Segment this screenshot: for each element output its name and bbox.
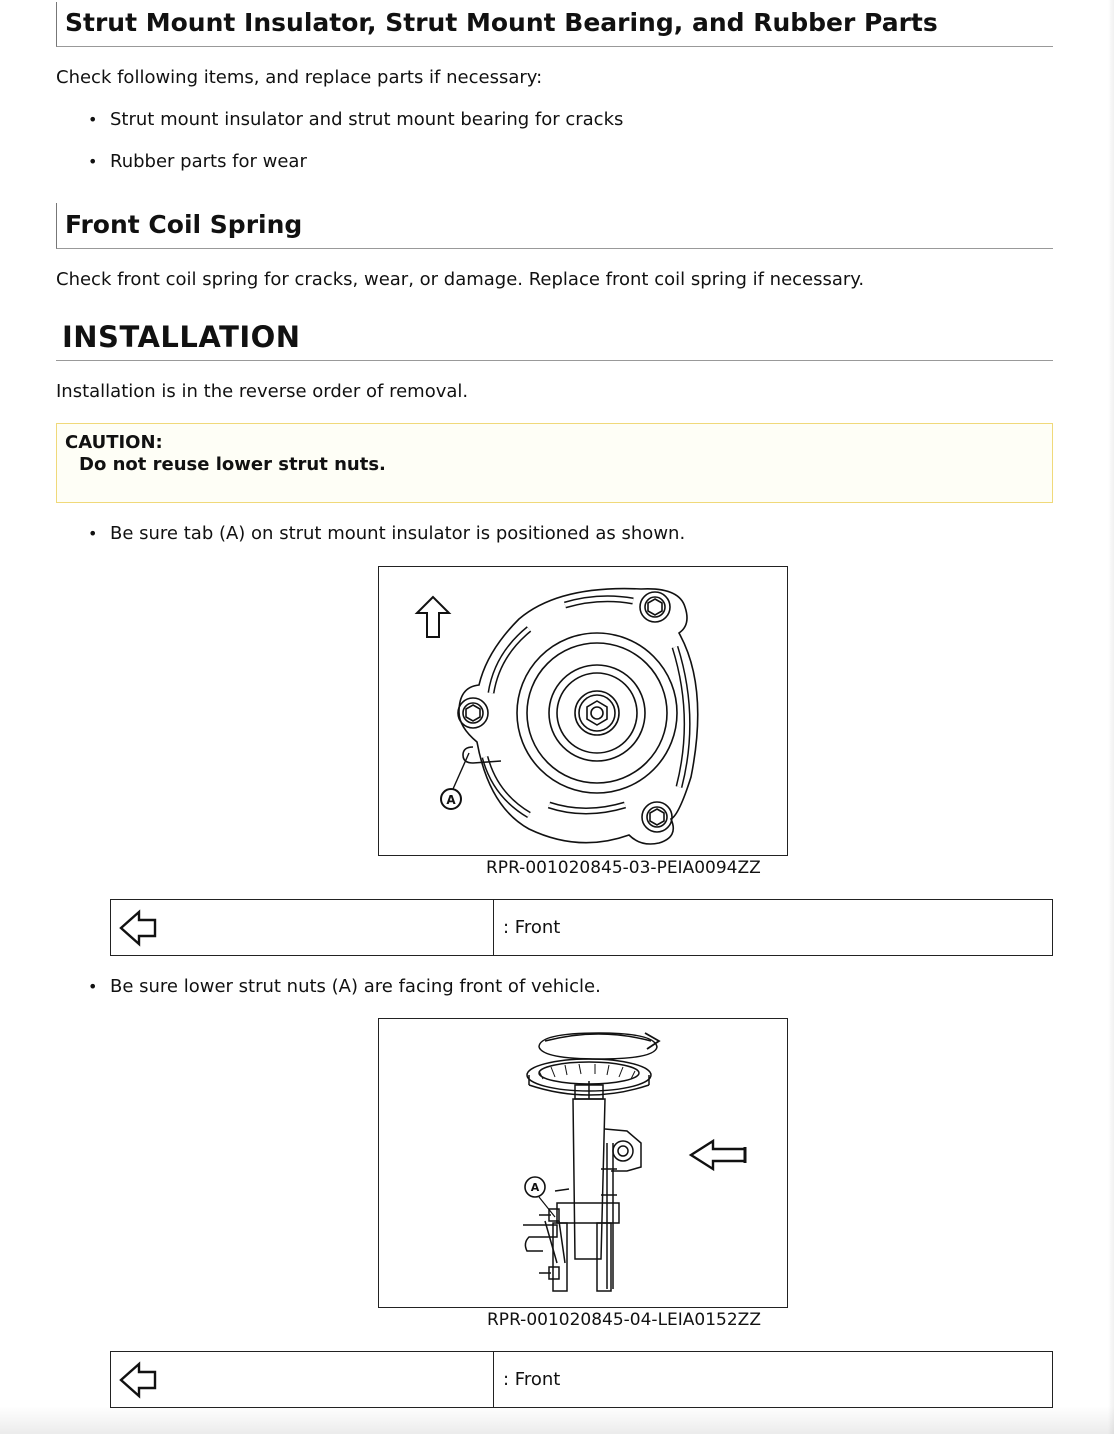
strut-intro-text: Check following items, and replace parts if necessary: (56, 67, 543, 88)
legend-table (110, 1351, 1053, 1408)
section-heading-installation: INSTALLATION (56, 315, 1053, 361)
callout-a: A (530, 1181, 540, 1194)
step-text: • Be sure lower strut nuts (A) are facing front of vehicle. (110, 975, 601, 999)
caution-box (56, 423, 1053, 503)
step-text: • Be sure tab (A) on strut mount insulator is positioned as shown. (110, 522, 685, 546)
strut-mount-insulator-diagram (378, 566, 788, 856)
list-item: • Strut mount insulator and strut mount bearing for cracks (110, 108, 623, 132)
legend-table (110, 899, 1053, 956)
callout-a: A (446, 793, 456, 807)
front-arrow-icon (117, 908, 161, 948)
installation-text: Installation is in the reverse order of removal. (56, 381, 469, 402)
caution-title: CAUTION: (65, 432, 163, 453)
caution-text: Do not reuse lower strut nuts. (79, 454, 386, 475)
strut-assembly-drawing (379, 1019, 787, 1307)
figure-code: RPR-001020845-03-PEIA0094ZZ (486, 858, 761, 878)
legend-text: : Front (503, 917, 561, 938)
section-heading-front-coil-spring: Front Coil Spring (56, 203, 1053, 249)
legend-icon-cell (111, 900, 494, 955)
strut-mount-insulator-drawing (379, 567, 787, 855)
figure-code: RPR-001020845-04-LEIA0152ZZ (487, 1310, 761, 1330)
list-item: • Rubber parts for wear (110, 150, 307, 174)
legend-text: : Front (503, 1369, 561, 1390)
coil-spring-text: Check front coil spring for cracks, wear, or damage. Replace front coil spring if necessary. (56, 269, 865, 290)
page-bottom-shadow (0, 1406, 1114, 1434)
section-heading-strut-mount: Strut Mount Insulator, Strut Mount Bearing, and Rubber Parts (56, 2, 1053, 47)
legend-icon-cell (111, 1352, 494, 1407)
front-arrow-icon (117, 1360, 161, 1400)
page-edge-shadow (1108, 0, 1114, 1434)
strut-assembly-diagram (378, 1018, 788, 1308)
